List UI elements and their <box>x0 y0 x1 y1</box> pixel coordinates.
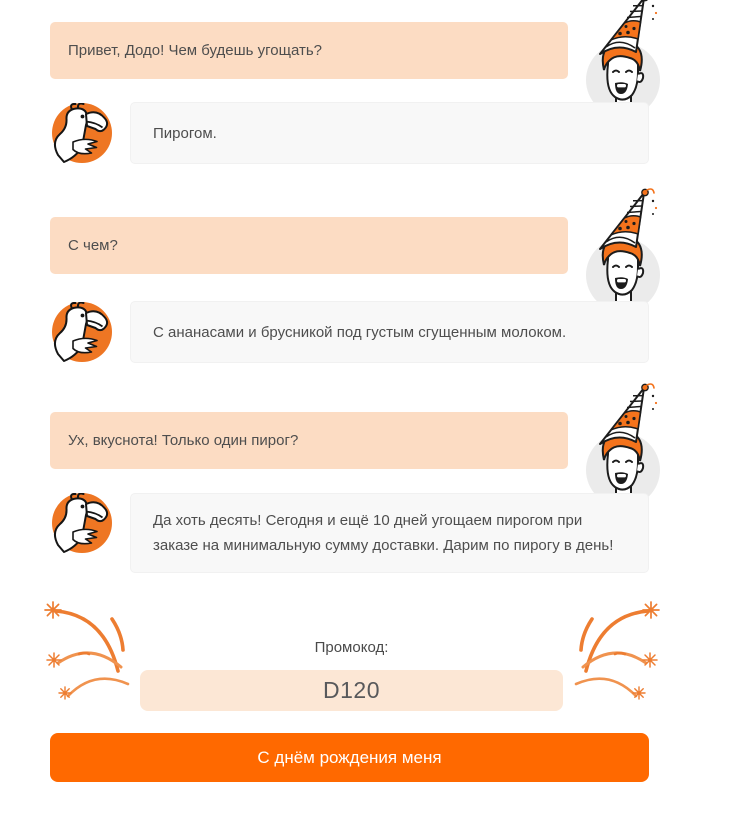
dodo-avatar <box>52 103 112 163</box>
cta-label: С днём рождения меня <box>257 747 442 767</box>
user-message-bubble <box>50 412 568 469</box>
dodo-bird-icon <box>52 103 112 163</box>
message-text: Пирогом. <box>153 124 217 142</box>
fireworks-left-icon <box>42 597 142 715</box>
dodo-message-bubble <box>130 301 649 363</box>
dodo-message-bubble <box>130 102 649 164</box>
person-party-hat-icon <box>586 0 666 118</box>
promo-code-label: Промокод: <box>314 639 389 656</box>
message-text: С чем? <box>68 237 118 254</box>
birthday-cta-button[interactable] <box>50 733 649 782</box>
user-message-bubble <box>50 217 568 274</box>
dodo-bird-icon <box>52 493 112 553</box>
dodo-message-bubble <box>130 493 649 573</box>
message-text: Ух, вкуснота! Только один пирог? <box>68 432 299 449</box>
person-party-hat-avatar <box>586 0 666 118</box>
user-message-bubble <box>50 22 568 79</box>
message-text: Да хоть десять! Сегодня и ещё 10 дней угощаем пирогом при заказе на минимальную сумму доставки. Дарим по пирогу в день! <box>153 512 614 554</box>
fireworks-right-icon <box>562 597 662 715</box>
dodo-bird-icon <box>52 302 112 362</box>
message-text: Привет, Додо! Чем будешь угощать? <box>68 42 323 59</box>
dodo-avatar <box>52 493 112 553</box>
promo-code-value: D120 <box>140 670 563 711</box>
message-text: С ананасами и брусникой под густым сгущенным молоком. <box>153 323 567 341</box>
person-party-hat-avatar <box>586 187 666 313</box>
person-party-hat-avatar <box>586 382 666 508</box>
dodo-avatar <box>52 302 112 362</box>
person-party-hat-icon <box>586 187 666 313</box>
person-party-hat-icon <box>586 382 666 508</box>
